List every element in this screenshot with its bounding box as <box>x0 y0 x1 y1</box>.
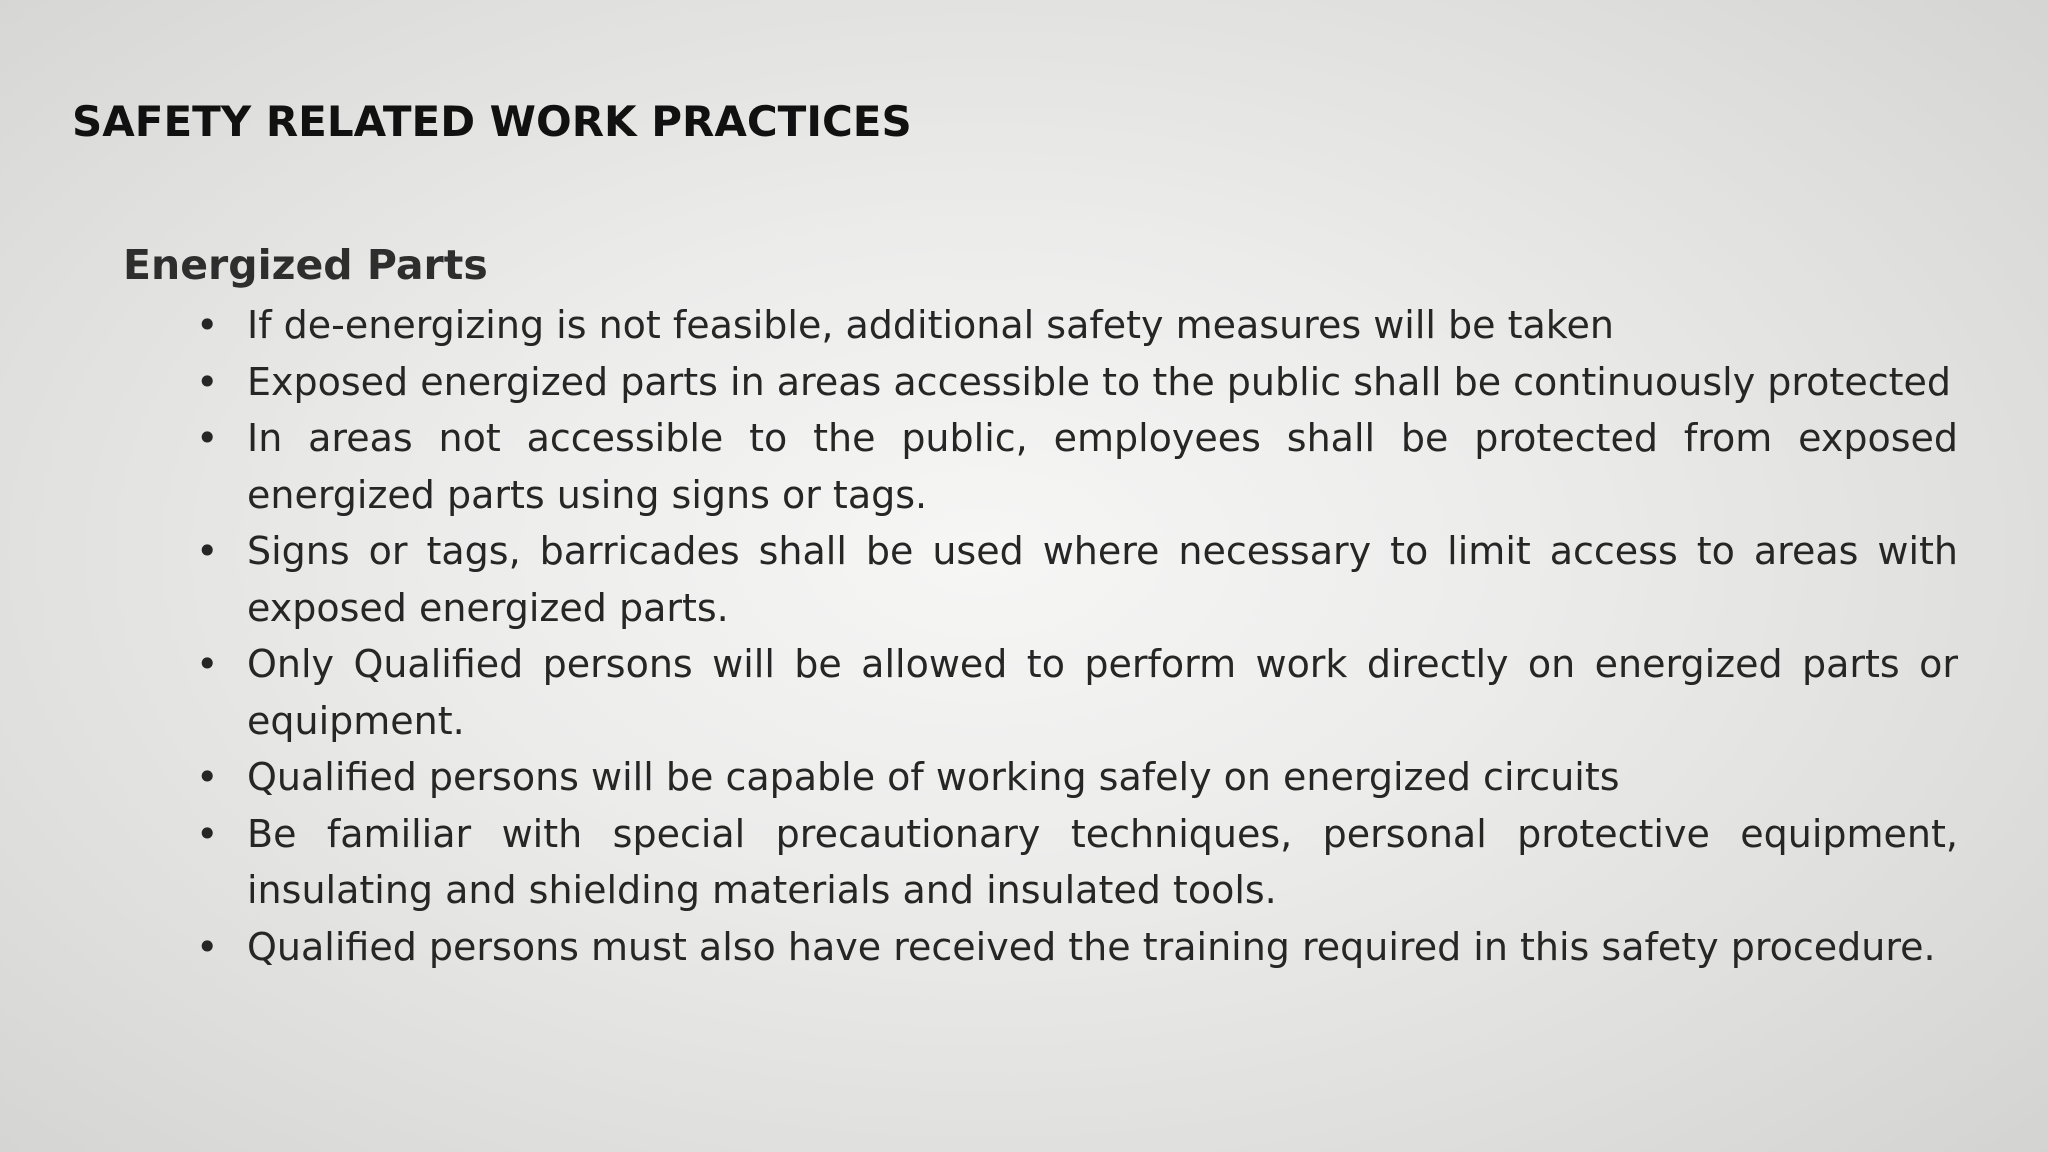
bullet-text: Only Qualified persons will be allowed to perform work directly on energized parts or equipment. <box>247 642 1958 743</box>
bullet-list <box>196 297 1958 975</box>
bullet-text: Exposed energized parts in areas accessible to the public shall be continuously protected <box>247 359 1951 404</box>
bullet-item <box>196 749 1958 806</box>
bullet-text: In areas not accessible to the public, employees shall be protected from exposed energized parts using signs or tags. <box>247 416 1958 517</box>
bullet-icon: • <box>196 755 219 799</box>
bullet-text: Qualified persons will be capable of working safely on energized circuits <box>247 755 1620 799</box>
bullet-icon: • <box>196 811 219 856</box>
bullet-icon: • <box>196 924 219 969</box>
bullet-item <box>196 806 1958 919</box>
bullet-item <box>196 354 1958 411</box>
slide-title: SAFETY RELATED WORK PRACTICES <box>72 97 912 146</box>
bullet-item <box>196 523 1958 636</box>
bullet-icon: • <box>196 529 219 573</box>
bullet-text: If de-energizing is not feasible, additional safety measures will be taken <box>247 303 1614 347</box>
bullet-icon: • <box>196 642 219 686</box>
bullet-text: Be familiar with special precautionary techniques, personal protective equipment, insulating and shielding materials and insulated tools. <box>247 811 1958 912</box>
bullet-item <box>196 410 1958 523</box>
bullet-text: Signs or tags, barricades shall be used where necessary to limit access to areas with exposed energized parts. <box>247 529 1958 630</box>
bullet-item <box>196 919 1958 976</box>
bullet-item <box>196 297 1958 354</box>
bullet-icon: • <box>196 359 219 404</box>
bullet-icon: • <box>196 303 219 347</box>
bullet-item <box>196 636 1958 749</box>
section-heading: Energized Parts <box>123 241 488 289</box>
bullet-icon: • <box>196 416 219 460</box>
bullet-text: Qualified persons must also have received the training required in this safety procedure. <box>247 924 1936 969</box>
